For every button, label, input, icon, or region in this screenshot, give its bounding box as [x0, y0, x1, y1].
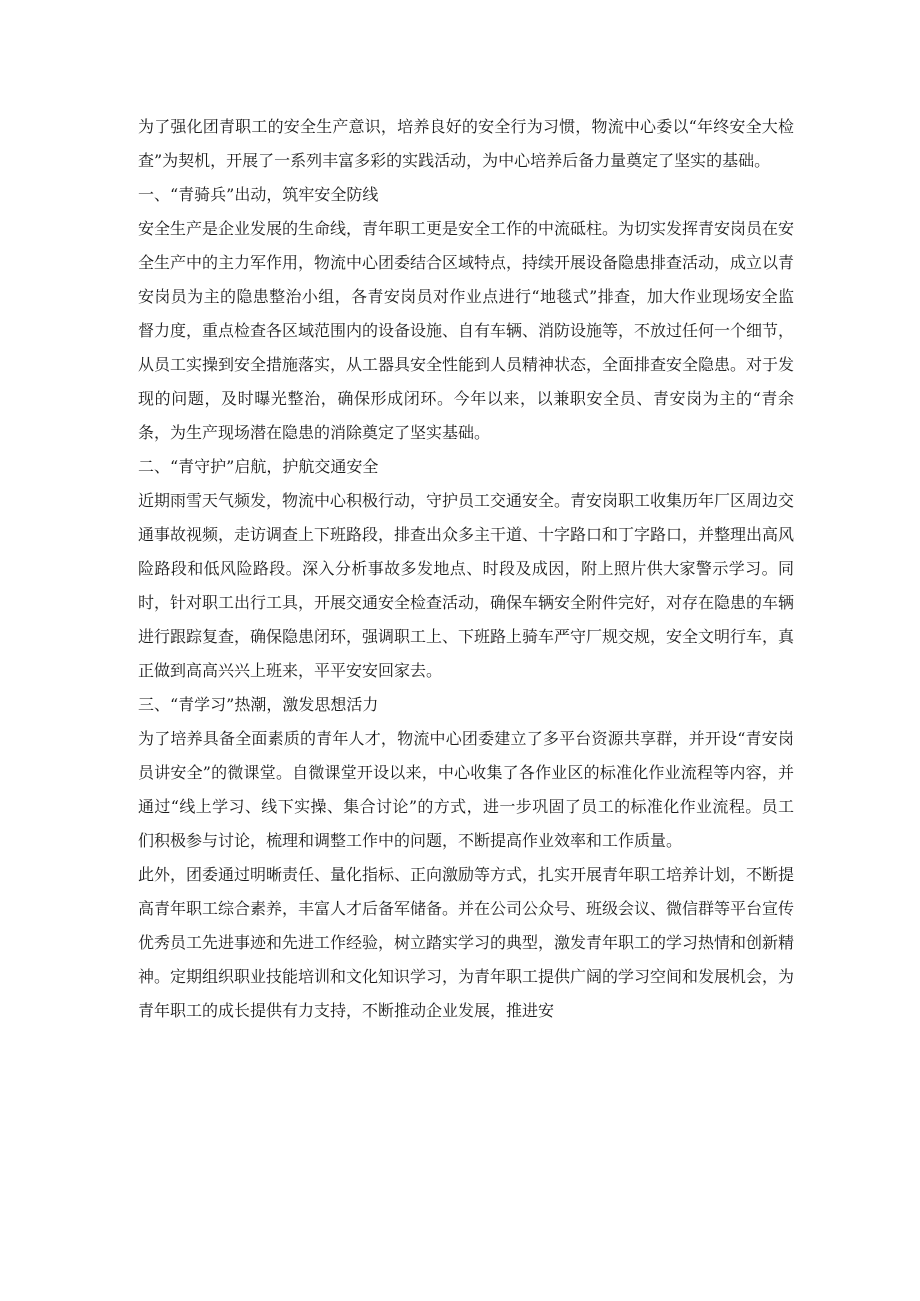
section-heading-3: 三、“青学习”热潮，激发思想活力	[138, 695, 379, 714]
section-heading-1: 一、“青骑兵”出动，筑牢安全防线	[138, 185, 379, 204]
section-3-paragraph: 为了培养具备全面素质的青年人才，物流中心团委建立了多平台资源共享群，并开设“青安岗员讲安全”的微课堂。自微课堂开设以来，中心收集了各作业区的标准化作业流程等内容，并通过“线上学习、线下实操、集合讨论”的方式，进一步巩固了员工的标准化作业流程。员工们积极参与讨论，梳理和调整工作中的问题，不断提高作业效率和工作质量。	[138, 729, 794, 850]
document-body	[138, 110, 794, 1028]
section-1-paragraph: 安全生产是企业发展的生命线，青年职工更是安全工作的中流砥柱。为切实发挥青安岗员在安全生产中的主力军作用，物流中心团委结合区域特点，持续开展设备隐患排查活动，成立以青安岗员为主的隐患整治小组，各青安岗员对作业点进行“地毯式”排查，加大作业现场安全监督力度，重点检查各区域范围内的设备设施、自有车辆、消防设施等，不放过任何一个细节，从员工实操到安全措施落实，从工器具安全性能到人员精神状态，全面排查安全隐患。对于发现的问题，及时曝光整治，确保形成闭环。今年以来，以兼职安全员、青安岗为主的“青余条，为生产现场潜在隐患的消除奠定了坚实基础。	[138, 219, 795, 442]
closing-paragraph: 此外，团委通过明晰责任、量化指标、正向激励等方式，扎实开展青年职工培养计划，不断提高青年职工综合素养，丰富人才后备军储备。并在公司公众号、班级会议、微信群等平台宣传优秀员工先进事迹和先进工作经验，树立踏实学习的典型，激发青年职工的学习热情和创新精神。定期组织职业技能培训和文化知识学习，为青年职工提供广阔的学习空间和发展机会，为青年职工的成长提供有力支持，不断推动企业发展，推进安	[138, 865, 795, 1020]
section-heading-2: 二、“青守护”启航，护航交通安全	[138, 457, 379, 476]
section-2-paragraph: 近期雨雪天气频发，物流中心积极行动，守护员工交通安全。青安岗职工收集历年厂区周边交通事故视频，走访调查上下班路段，排查出众多主干道、十字路口和丁字路口，并整理出高风险路段和低风险路段。深入分析事故多发地点、时段及成因，附上照片供大家警示学习。同时，针对职工出行工具，开展交通安全检查活动，确保车辆安全附件完好，对存在隐患的车辆进行跟踪复查，确保隐患闭环，强调职工上、下班路上骑车严守厂规交规，安全文明行车，真正做到高高兴兴上班来，平平安安回家去。	[138, 491, 795, 680]
intro-paragraph: 为了强化团青职工的安全生产意识，培养良好的安全行为习惯，物流中心委以“年终安全大检查”为契机，开展了一系列丰富多彩的实践活动，为中心培养后备力量奠定了坚实的基础。	[138, 117, 794, 170]
